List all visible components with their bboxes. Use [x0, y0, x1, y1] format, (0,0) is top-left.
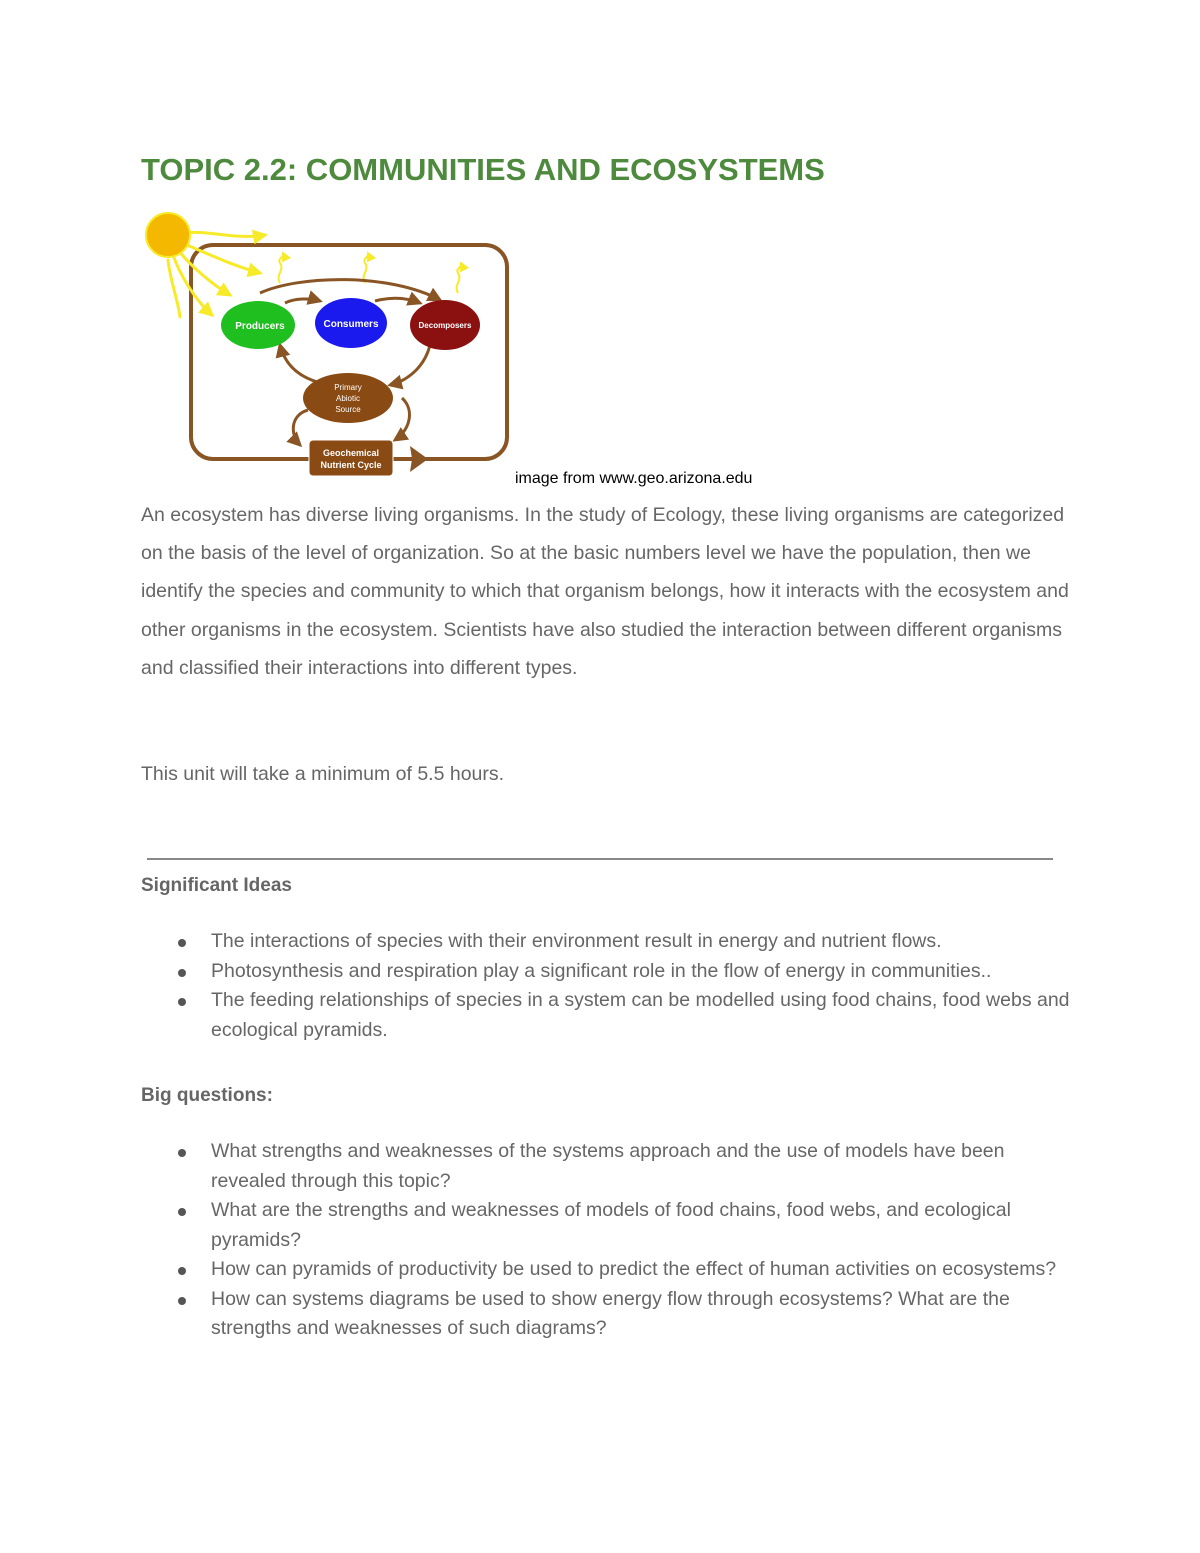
image-caption: image from www.geo.arizona.edu — [515, 470, 753, 487]
list-item — [141, 986, 1071, 1045]
list-item-text: What are the strengths and weaknesses of models of food chains, food webs, and ecological pyramids? — [211, 1199, 1011, 1251]
list-item — [141, 957, 1071, 987]
list-item — [141, 1196, 1071, 1255]
significant-ideas-list — [141, 927, 1071, 1045]
list-item-text: How can systems diagrams be used to show energy flow through ecosystems? What are the strengths and weaknesses of such diagrams? — [211, 1287, 1010, 1339]
section-divider — [147, 858, 1053, 860]
big-questions-list — [141, 1137, 1071, 1344]
list-item-text: The feeding relationships of species in a system can be modelled using food chains, food webs and ecological pyramids. — [211, 989, 1070, 1041]
list-item — [141, 1285, 1071, 1344]
geochemical-node — [309, 440, 393, 476]
bullet-icon — [178, 939, 186, 947]
bullet-icon — [178, 998, 186, 1006]
bullet-icon — [178, 1297, 186, 1305]
bullet-icon — [178, 969, 186, 977]
list-item — [141, 1137, 1071, 1196]
bullet-icon — [178, 1267, 186, 1275]
sun-icon — [146, 213, 190, 257]
geochemical-label-1: Geochemical — [322, 448, 380, 458]
frame-arrow — [410, 446, 428, 472]
geochemical-label-2: Nutrient Cycle — [320, 460, 382, 470]
list-item-text: What strengths and weaknesses of the systems approach and the use of models have been revealed through this topic? — [211, 1140, 1005, 1192]
decomposers-label: Decomposers — [418, 321, 472, 330]
heat-loss-arrows — [279, 253, 462, 293]
significant-ideas-heading: Significant Ideas — [141, 875, 292, 896]
page-title: TOPIC 2.2: COMMUNITIES AND ECOSYSTEMS — [141, 152, 825, 187]
consumers-label: Consumers — [323, 319, 379, 330]
big-questions-heading: Big questions: — [141, 1085, 273, 1106]
list-item — [141, 1255, 1071, 1285]
list-item — [141, 927, 1071, 957]
list-item-text: Photosynthesis and respiration play a significant role in the flow of energy in communities.. — [211, 959, 992, 982]
abiotic-label-2: Abiotic — [335, 394, 361, 403]
bullet-icon — [178, 1208, 186, 1216]
abiotic-label-3: Source — [335, 405, 361, 414]
bullet-icon — [178, 1149, 186, 1157]
intro-paragraph: An ecosystem has diverse living organisms. In the study of Ecology, these living organisms are categorized on the basis of the level of organization. So at the basic numbers level we have the population, then we identify the species and community to which that organism belongs, how it interacts with the ecosystem and other organisms in the ecosystem. Scientists have also studied the interaction between different organisms and classified their interactions into different types. — [141, 504, 1069, 679]
list-item-text: The interactions of species with their environment result in energy and nutrient flows. — [211, 930, 942, 952]
abiotic-label-1: Primary — [334, 383, 362, 392]
ecosystem-diagram — [140, 205, 520, 480]
producers-label: Producers — [235, 321, 285, 332]
duration-note: This unit will take a minimum of 5.5 hours. — [141, 763, 505, 785]
list-item-text: How can pyramids of productivity be used to predict the effect of human activities on ecosystems? — [211, 1258, 1057, 1280]
